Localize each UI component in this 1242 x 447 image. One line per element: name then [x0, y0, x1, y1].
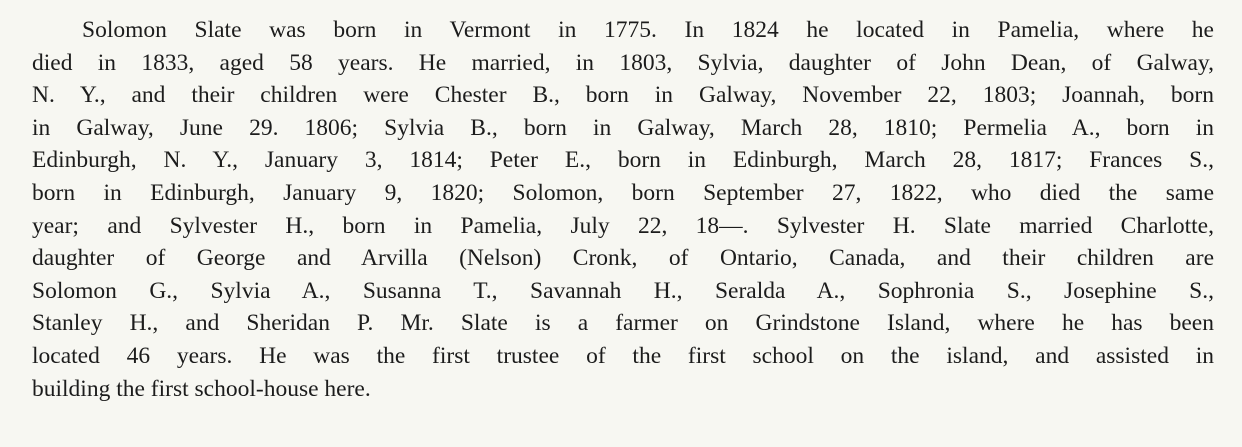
- paragraph-line: located 46 years. He was the first trustee of the first school on the island, and assisted in: [32, 342, 1214, 369]
- paragraph-line: building the first school-house here.: [32, 375, 371, 402]
- paragraph-line: year; and Sylvester H., born in Pamelia, July 22, 18—. Sylvester H. Slate married Charlotte,: [32, 212, 1214, 239]
- paragraph-line: Stanley H., and Sheridan P. Mr. Slate is a farmer on Grindstone Island, where he has been: [32, 310, 1214, 337]
- paragraph-line: in Galway, June 29. 1806; Sylvia B., born in Galway, March 28, 1810; Permelia A., born in: [32, 114, 1214, 141]
- biography-paragraph: [32, 14, 1214, 405]
- paragraph-line: daughter of George and Arvilla (Nelson) Cronk, of Ontario, Canada, and their children are: [32, 245, 1214, 272]
- paragraph-line: born in Edinburgh, January 9, 1820; Solomon, born September 27, 1822, who died the same: [32, 179, 1214, 206]
- paragraph-line: died in 1833, aged 58 years. He married, in 1803, Sylvia, daughter of John Dean, of Galway,: [32, 49, 1214, 76]
- paragraph-line: Solomon G., Sylvia A., Susanna T., Savannah H., Seralda A., Sophronia S., Josephine S.,: [32, 277, 1214, 304]
- paragraph-line: Edinburgh, N. Y., January 3, 1814; Peter E., born in Edinburgh, March 28, 1817; Frances S.,: [32, 147, 1214, 174]
- paragraph-line: Solomon Slate was born in Vermont in 1775. In 1824 he located in Pamelia, where he: [82, 17, 1214, 43]
- paragraph-line: N. Y., and their children were Chester B., born in Galway, November 22, 1803; Joannah, born: [32, 82, 1214, 109]
